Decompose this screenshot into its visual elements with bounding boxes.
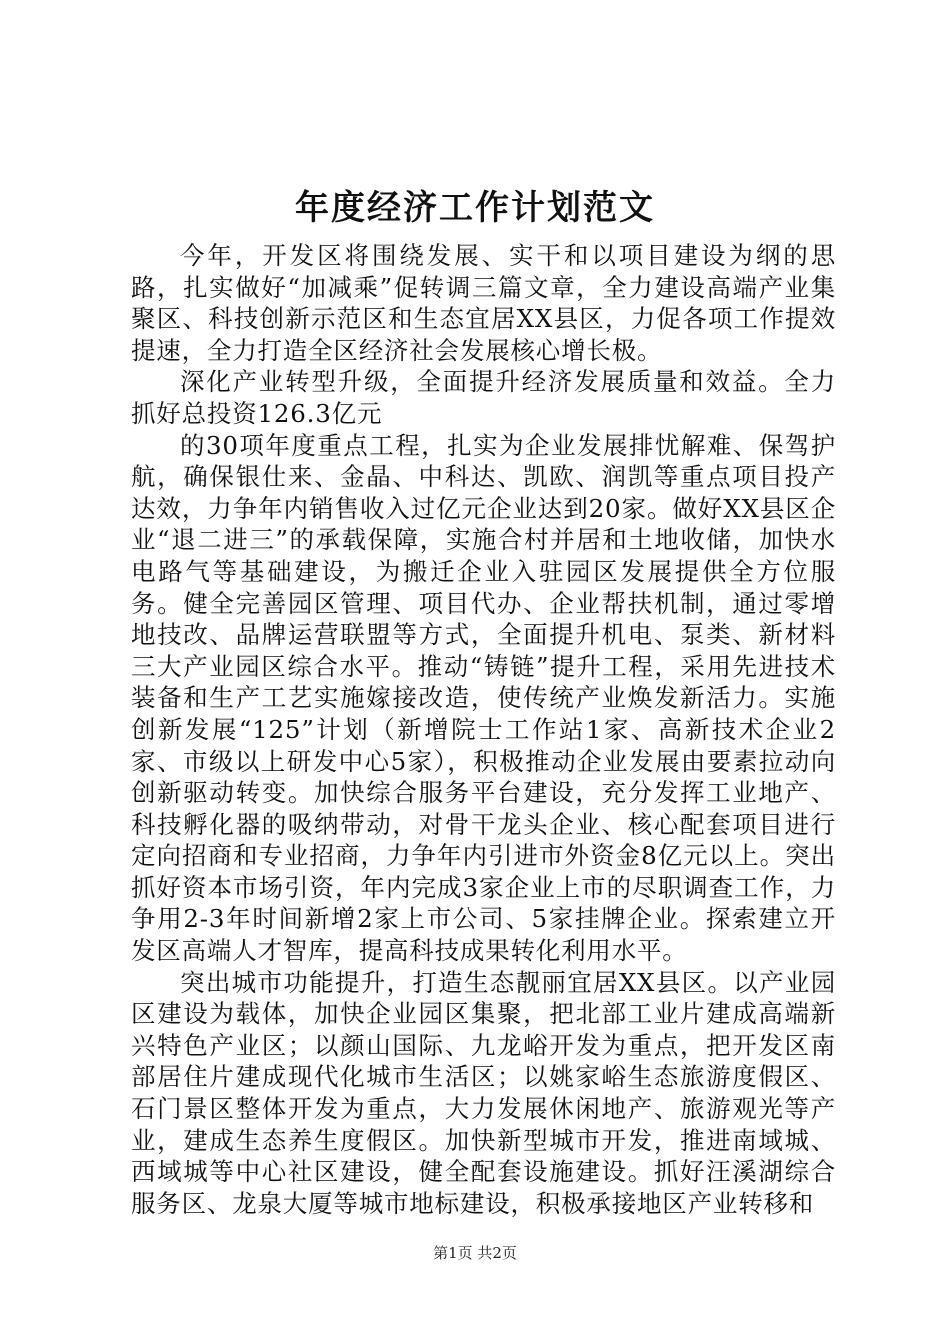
paragraph: 深化产业转型升级，全面提升经济发展质量和效益。全力抓好总投资126.3亿元 [131,367,836,428]
paragraph: 突出城市功能提升，打造生态靓丽宜居XX县区。以产业园区建设为载体，加快企业园区集聚，把北部工业片建成高端新兴特色产业区；以颜山国际、九龙峪开发为重点，把开发区南部居住片建成现代化城市生活区；以姚家峪生态旅游度假区、石门景区整体开发为重点，大力发展休闲地产、旅游观光等产业，建成生态养生度假区。加快新型城市开发，推进南域城、西域城等中心社区建设，健全配套设施建设。抓好汪溪湖综合服务区、龙泉大厦等城市地标建设，积极承接地区产业转移和 [131,967,836,1218]
paragraph: 今年，开发区将围绕发展、实干和以项目建设为纲的思路，扎实做好“加减乘”促转调三篇文章，全力建设高端产业集聚区、科技创新示范区和生态宜居XX县区，力促各项工作提效提速，全力打造全区经济社会发展核心增长极。 [131,241,836,365]
document-title: 年度经济工作计划范文 [295,188,655,228]
document-body [131,240,836,1219]
paragraph: 的30项年度重点工程，扎实为企业发展排忧解难、保驾护航，确保银仕来、金晶、中科达、凯欧、润凯等重点项目投产达效，力争年内销售收入过亿元企业达到20家。做好XX县区企业“退二进三”的承载保障，实施合村并居和土地收储，加快水电路气等基础建设，为搬迁企业入驻园区发展提供全方位服务。健全完善园区管理、项目代办、企业帮扶机制，通过零增地技改、品牌运营联盟等方式，全面提升机电、泵类、新材料三大产业园区综合水平。推动“铸链”提升工程，采用先进技术装备和生产工艺实施嫁接改造，使传统产业焕发新活力。实施创新发展“125”计划（新增院士工作站1家、高新技术企业2家、市级以上研发中心5家），积极推动企业发展由要素拉动向创新驱动转变。加快综合服务平台建设，充分发挥工业地产、科技孵化器的吸纳带动，对骨干龙头企业、核心配套项目进行定向招商和专业招商，力争年内引进市外资金8亿元以上。突出抓好资本市场引资，年内完成3家企业上市的尽职调查工作，力争用2-3年时间新增2家上市公司、5家挂牌企业。探索建立开发区高端人才智库，提高科技成果转化利用水平。 [131,430,837,966]
page-number-footer: 第1页 共2页 [433,1244,517,1262]
